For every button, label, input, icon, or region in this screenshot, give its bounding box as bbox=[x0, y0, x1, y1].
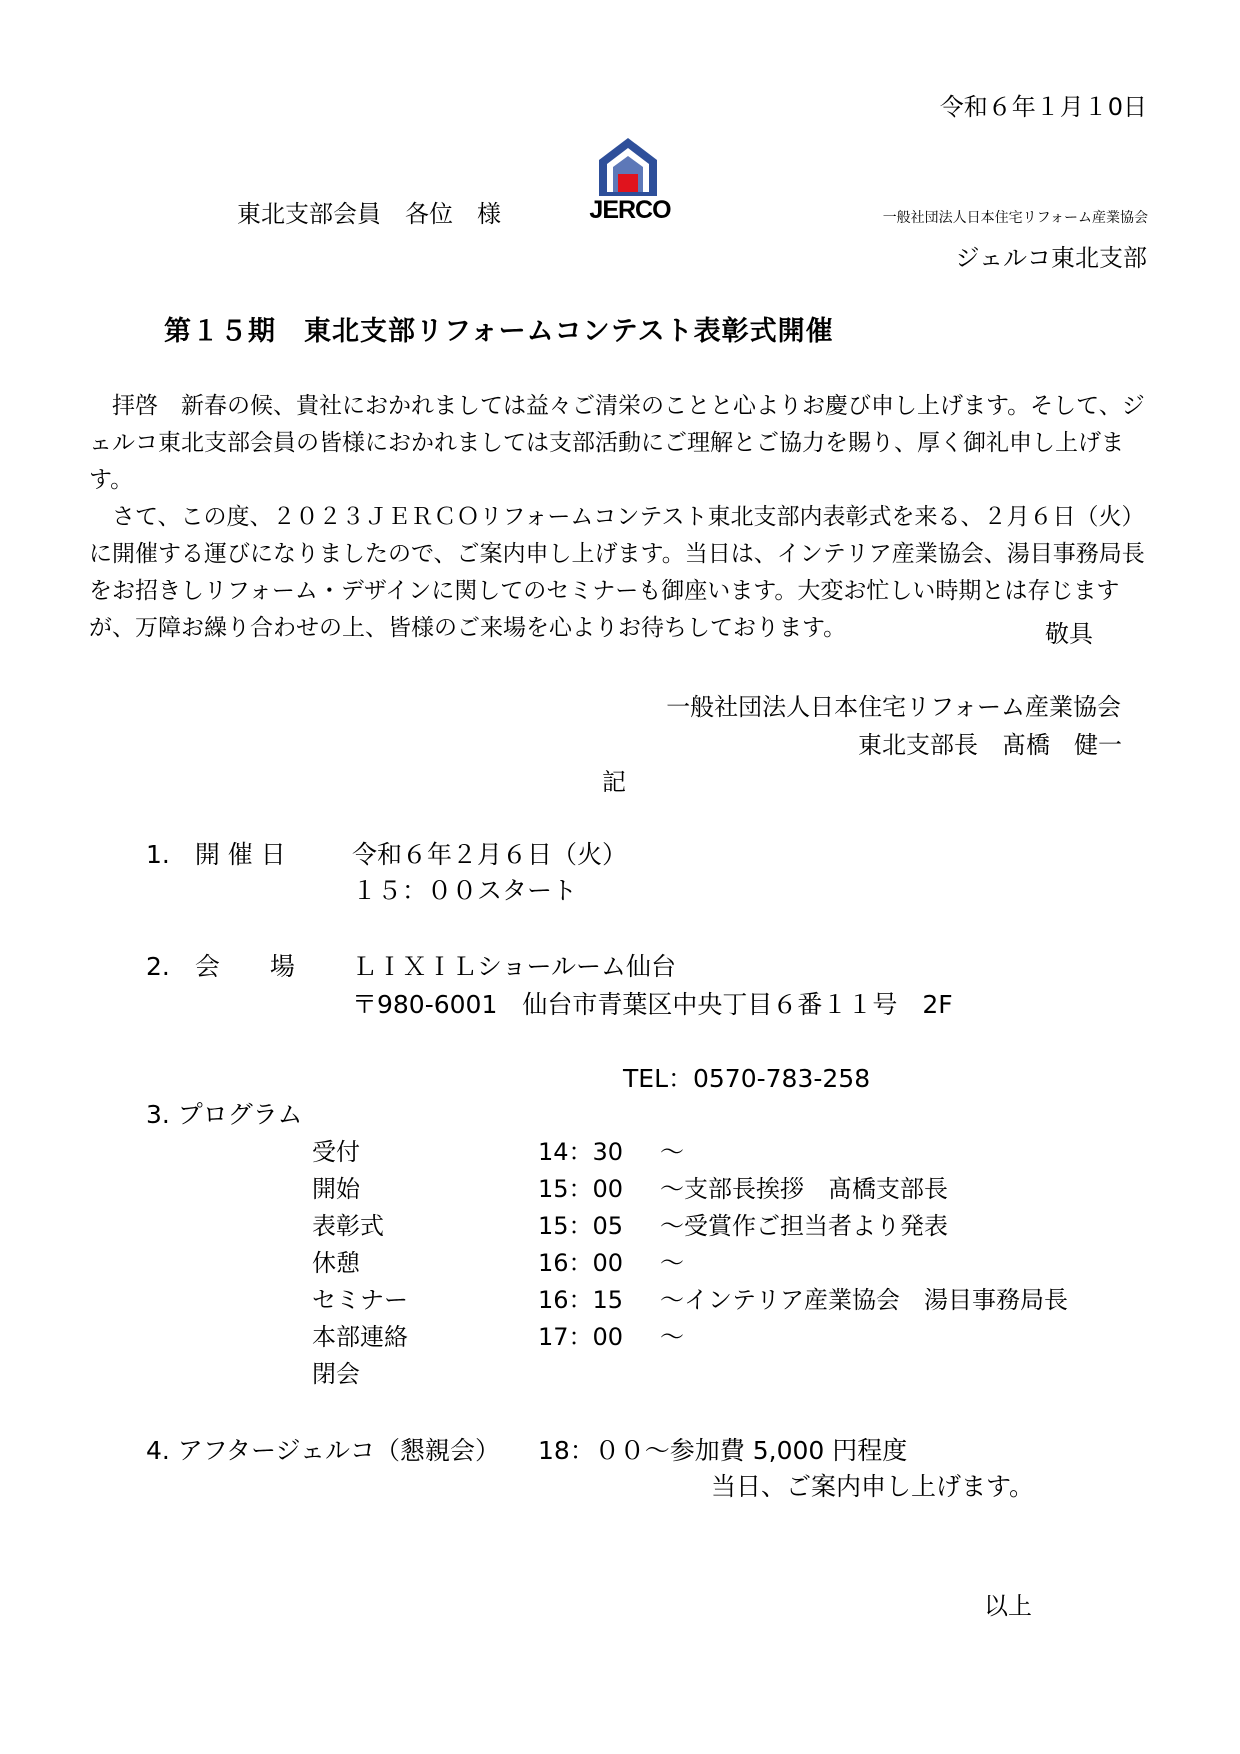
item-venue-address: 〒980-6001 仙台市青葉区中央丁目６番１１号 2F bbox=[352, 990, 953, 1019]
item-start-value: １５：００スタート bbox=[352, 876, 578, 905]
paragraph-greeting: 拝啓 新春の候、貴社におかれましては益々ご清栄のことと心よりお慶び申し上げます。そして、ジェルコ東北支部会員の皆様におかれましては支部活動にご理解とご協力を賜り、厚く御礼申し上げます。 bbox=[89, 393, 1145, 493]
item-after-label: 4. アフタージェルコ（懇親会） bbox=[146, 1436, 501, 1465]
item-date-value: 令和６年２月６日（火） bbox=[352, 840, 628, 869]
program-time: 14：30 bbox=[538, 1138, 624, 1166]
document-date: 令和６年１月１0日 bbox=[939, 93, 1147, 121]
page-title: 第１５期 東北支部リフォームコンテスト表彰式開催 bbox=[164, 316, 834, 347]
program-name: セミナー bbox=[312, 1286, 408, 1314]
program-time: 15：05 bbox=[538, 1212, 624, 1240]
program-time: 17：00 bbox=[538, 1323, 624, 1351]
item-venue-label: 2. 会 場 bbox=[146, 952, 295, 981]
signature-org: 一般社団法人日本住宅リフォーム産業協会 bbox=[666, 693, 1121, 721]
program-name: 受付 bbox=[312, 1138, 360, 1166]
closing-keigu: 敬具 bbox=[1045, 620, 1093, 648]
program-name: 休憩 bbox=[312, 1249, 360, 1277]
program-name: 開始 bbox=[312, 1175, 360, 1203]
ki-label: 記 bbox=[602, 768, 626, 796]
issuer-org: 一般社団法人日本住宅リフォーム産業協会 bbox=[882, 210, 1148, 226]
paragraph-announcement: さて、この度、２０２３ＪＥＲＣＯリフォームコンテスト東北支部内表彰式を来る、２月６日（火）に開催する運びになりましたので、ご案内申し上げます。当日は、インテリア産業協会、湯目事務局長をお招きしリフォーム・デザインに関してのセミナーも御座います。大変お忙しい時期とは存じますが、万障お繰り合わせの上、皆様のご来場を心よりお待ちしております。 bbox=[89, 504, 1145, 641]
item-venue-name: ＬＩＸＩＬショールーム仙台 bbox=[352, 952, 677, 981]
ending-ijo: 以上 bbox=[984, 1592, 1032, 1620]
body-text bbox=[89, 388, 1147, 647]
program-note: ～ bbox=[660, 1323, 684, 1351]
program-row bbox=[312, 1356, 660, 1393]
item-program-label: 3. プログラム bbox=[146, 1100, 303, 1129]
program-note: ～支部長挨拶 髙橋支部長 bbox=[660, 1175, 948, 1203]
program-name: 表彰式 bbox=[312, 1212, 384, 1240]
program-time: 16：00 bbox=[538, 1249, 624, 1277]
item-after-note: 当日、ご案内申し上げます。 bbox=[711, 1472, 1035, 1501]
program-time: 16：15 bbox=[538, 1286, 624, 1314]
signature-name: 東北支部長 髙橋 健一 bbox=[858, 731, 1122, 759]
program-note: ～ bbox=[660, 1138, 684, 1166]
program-name: 閉会 bbox=[312, 1360, 360, 1388]
item-after-value: 18：００～参加費 5,000 円程度 bbox=[538, 1436, 908, 1465]
program-note: ～受賞作ご担当者より発表 bbox=[660, 1212, 948, 1240]
program-time: 15：00 bbox=[538, 1175, 624, 1203]
program-note: ～ bbox=[660, 1249, 684, 1277]
logo-text: JERCO bbox=[589, 196, 671, 224]
program-row bbox=[312, 1319, 684, 1356]
program-row bbox=[312, 1282, 1068, 1319]
item-date-label: 1. 開 催 日 bbox=[146, 840, 286, 869]
program-row bbox=[312, 1245, 684, 1282]
program-note: ～インテリア産業協会 湯目事務局長 bbox=[660, 1286, 1068, 1314]
recipient: 東北支部会員 各位 様 bbox=[237, 200, 501, 228]
program-row bbox=[312, 1171, 948, 1208]
program-row bbox=[312, 1208, 948, 1245]
issuer-branch: ジェルコ東北支部 bbox=[955, 244, 1147, 272]
item-venue-tel: TEL：0570-783-258 bbox=[623, 1064, 871, 1093]
program-row bbox=[312, 1134, 684, 1171]
program-name: 本部連絡 bbox=[312, 1323, 408, 1351]
